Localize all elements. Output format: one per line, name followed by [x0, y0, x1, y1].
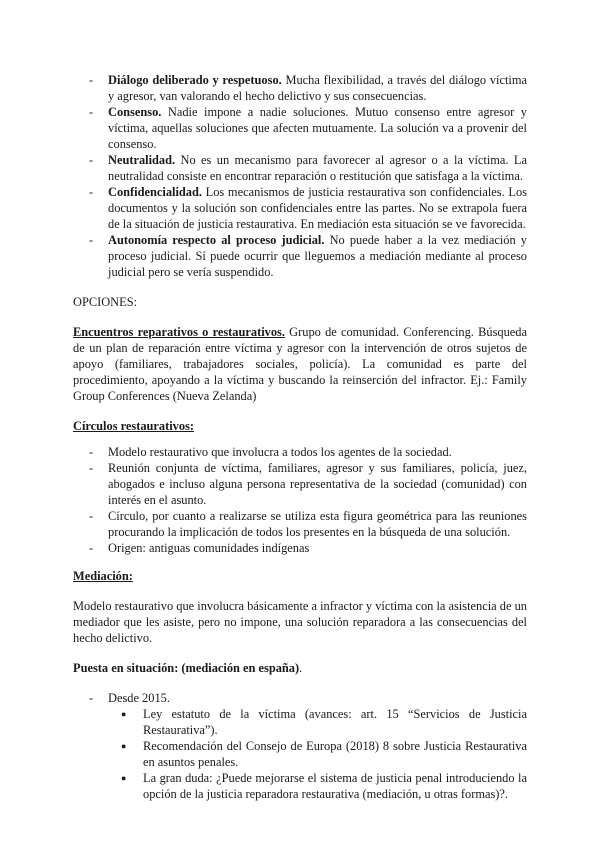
- encounters-title: Encuentros reparativos o restaurativos.: [73, 325, 285, 339]
- circles-list: [73, 444, 527, 556]
- document-page: [73, 72, 527, 802]
- mediation-title: Mediación:: [73, 569, 133, 583]
- principle-text: No puede haber a la vez mediación y proceso judicial. Sí puede ocurrir que lleguemos a mediación mediante al proceso judicial pero se vería suspendido.: [108, 233, 528, 279]
- principle-text: Nadie impone a nadie soluciones. Mutuo consenso entre agresor y víctima, aquellas soluciones que afecten mutuamente. La solución va a provenir del consenso.: [108, 105, 527, 151]
- situation-heading: [73, 660, 527, 676]
- principle-title: Neutralidad.: [108, 153, 176, 167]
- list-item: - Reunión conjunta de víctima, familiares, agresor y sus familiares, policía, juez, abogados e incluso alguna persona representativa de la sociedad (comunidad) con interés en el asunto.: [73, 460, 527, 508]
- principles-list: [73, 72, 527, 280]
- principle-text: Los mecanismos de justicia restaurativa son confidenciales. Los documentos y la solución son confidenciales entre las partes. No se extrapola fuera de la situación de justicia restaurativa. En mediación esta situación se ve favorecida.: [108, 185, 527, 231]
- sub-list-item: ● Recomendación del Consejo de Europa (2018) 8 sobre Justicia Restaurativa en asuntos penales.: [108, 738, 527, 770]
- list-item: - Modelo restaurativo que involucra a todos los agentes de la sociedad.: [73, 444, 527, 460]
- list-item: [73, 690, 527, 802]
- circles-title: Círculos restaurativos:: [73, 419, 195, 433]
- principle-title: Consenso.: [108, 105, 162, 119]
- principle-title: Confidencialidad.: [108, 185, 202, 199]
- principle-text: No es un mecanismo para favorecer al agresor o a la víctima. La neutralidad consiste en encontrar reparación o restitución que satisfaga a la víctima.: [108, 153, 527, 183]
- situation-suffix: .: [299, 661, 303, 675]
- encounters-text: Grupo de comunidad. Conferencing. Búsqueda de un plan de reparación entre víctima y agresor con la intervención de otros sujetos de apoyo (familiares, trabajadores sociales, policía). La comunidad es parte del procedimiento, apoyando a la víctima y buscando la reinserción del infractor. Ej.: Family Group Conferences (Nueva Zelanda): [73, 325, 527, 403]
- list-item: [73, 104, 527, 152]
- situation-item: Desde 2015.: [108, 691, 170, 705]
- list-item: [73, 184, 527, 232]
- encounters-paragraph: [73, 324, 527, 404]
- list-item: [73, 72, 527, 104]
- list-item: [73, 232, 527, 280]
- situation-sublist: [108, 706, 527, 802]
- principle-text: Mucha flexibilidad, a través del diálogo víctima y agresor, van valorando el hecho delictivo y sus consecuencias.: [108, 73, 527, 103]
- mediation-text: Modelo restaurativo que involucra básicamente a infractor y víctima con la asistencia de un mediador que les asiste, pero no impone, una solución reparadora a las consecuencias del hecho delictivo.: [73, 599, 527, 645]
- list-item: - Círculo, por cuanto a realizarse se utiliza esta figura geométrica para las reuniones procurando la implicación de todos los presentes en la búsqueda de una solución.: [73, 508, 527, 540]
- sub-list-item: ● Ley estatuto de la víctima (avances: art. 15 “Servicios de Justicia Restaurativa”).: [108, 706, 527, 738]
- sub-list-item: ● La gran duda: ¿Puede mejorarse el sistema de justicia penal introduciendo la opción de la justicia reparadora restaurativa (mediación, u otras formas)?.: [108, 770, 527, 802]
- circles-heading: [73, 418, 527, 434]
- situation-title: Puesta en situación: (mediación en españa): [73, 661, 300, 675]
- principle-title: Diálogo deliberado y respetuoso.: [108, 73, 282, 87]
- options-heading: OPCIONES:: [73, 295, 138, 309]
- mediation-heading: [73, 568, 527, 584]
- list-item: [73, 152, 527, 184]
- situation-list: [73, 690, 527, 802]
- list-item: - Origen: antiguas comunidades indígenas: [73, 540, 527, 556]
- principle-title: Autonomía respecto al proceso judicial.: [108, 233, 325, 247]
